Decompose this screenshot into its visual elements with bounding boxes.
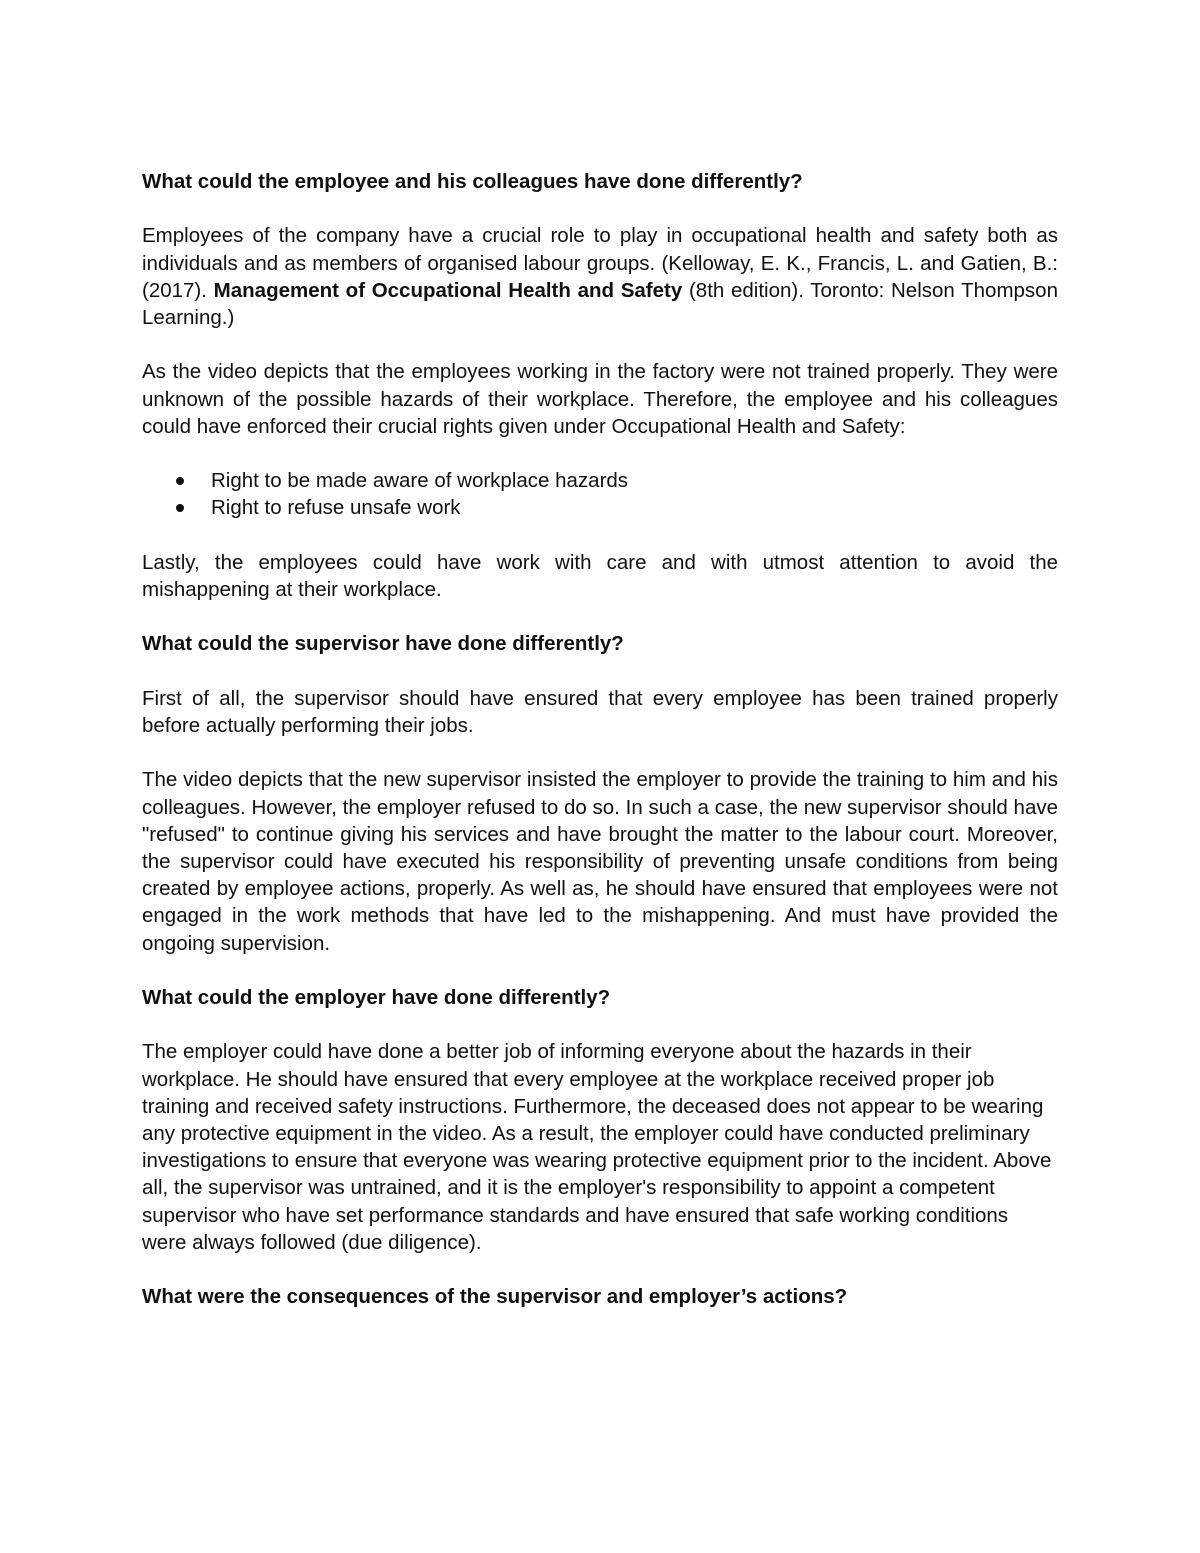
heading-consequences: What were the consequences of the supervisor and employer’s actions? bbox=[142, 1285, 848, 1309]
heading-employee-colleagues: What could the employee and his colleagues have done differently? bbox=[142, 170, 803, 193]
list-item-text: Right to refuse unsafe work bbox=[211, 496, 461, 520]
document-page bbox=[142, 168, 1058, 1338]
bullet-icon bbox=[176, 504, 184, 512]
paragraph-untrained-employees: As the video depicts that the employees working in the factory were not trained properly. They were unknown of the possible hazards of their workplace. Therefore, the employee and his colleagues could have enforced their crucial rights given under Occupational Health and Safety: bbox=[142, 360, 1058, 438]
list-item bbox=[142, 467, 1058, 494]
citation-text: Employees of the company have a crucial role to play in occupational health and safety both as individuals and as members of organised labour groups. (Kelloway, E. K., Francis, L. and Gatien, B.: (2017). bbox=[142, 224, 1058, 302]
paragraph-lastly: Lastly, the employees could have work with care and with utmost attention to avoid the mishappening at their workplace. bbox=[142, 550, 1058, 601]
citation-book-title: Management of Occupational Health and Safety bbox=[213, 278, 683, 302]
citation-tail: (8th edition). Toronto: Nelson Thompson Learning.) bbox=[142, 278, 1058, 329]
list-item-text: Right to be made aware of workplace hazards bbox=[211, 469, 629, 493]
paragraph-supervisor-video: The video depicts that the new supervisor insisted the employer to provide the training to him and his colleagues. However, the employer refused to do so. In such a case, the new supervisor should have "refused" to continue giving his services and have brought the matter to the labour court. Moreover, the supervisor could have executed his responsibility of preventing unsafe conditions from being created by employee actions, properly. As well as, he should have ensured that employees were not engaged in the work methods that have led to the mishappening. And must have provided the ongoing supervision. bbox=[142, 768, 1058, 955]
list-item bbox=[142, 494, 1058, 521]
rights-list bbox=[142, 467, 1058, 521]
paragraph-employer: The employer could have done a better job of informing everyone about the hazards in their workplace. He should have ensured that every employee at the workplace received proper job training and received safety instructions. Furthermore, the deceased does not appear to be wearing any protective equipment in the video. As a result, the employer could have conducted preliminary investigations to ensure that everyone was wearing protective equipment prior to the incident. Above all, the supervisor was untrained, and it is the employer's responsibility to appoint a competent supervisor who have set performance standards and have ensured that safe working conditions were always followed (due diligence). bbox=[142, 1040, 1052, 1254]
heading-employer: What could the employer have done differently? bbox=[142, 985, 611, 1009]
paragraph-employee-role bbox=[142, 222, 1058, 331]
bullet-icon bbox=[176, 477, 184, 485]
heading-supervisor: What could the supervisor have done differently? bbox=[142, 632, 624, 656]
paragraph-supervisor-training: First of all, the supervisor should have ensured that every employee has been trained properly before actually performing their jobs. bbox=[142, 686, 1058, 737]
